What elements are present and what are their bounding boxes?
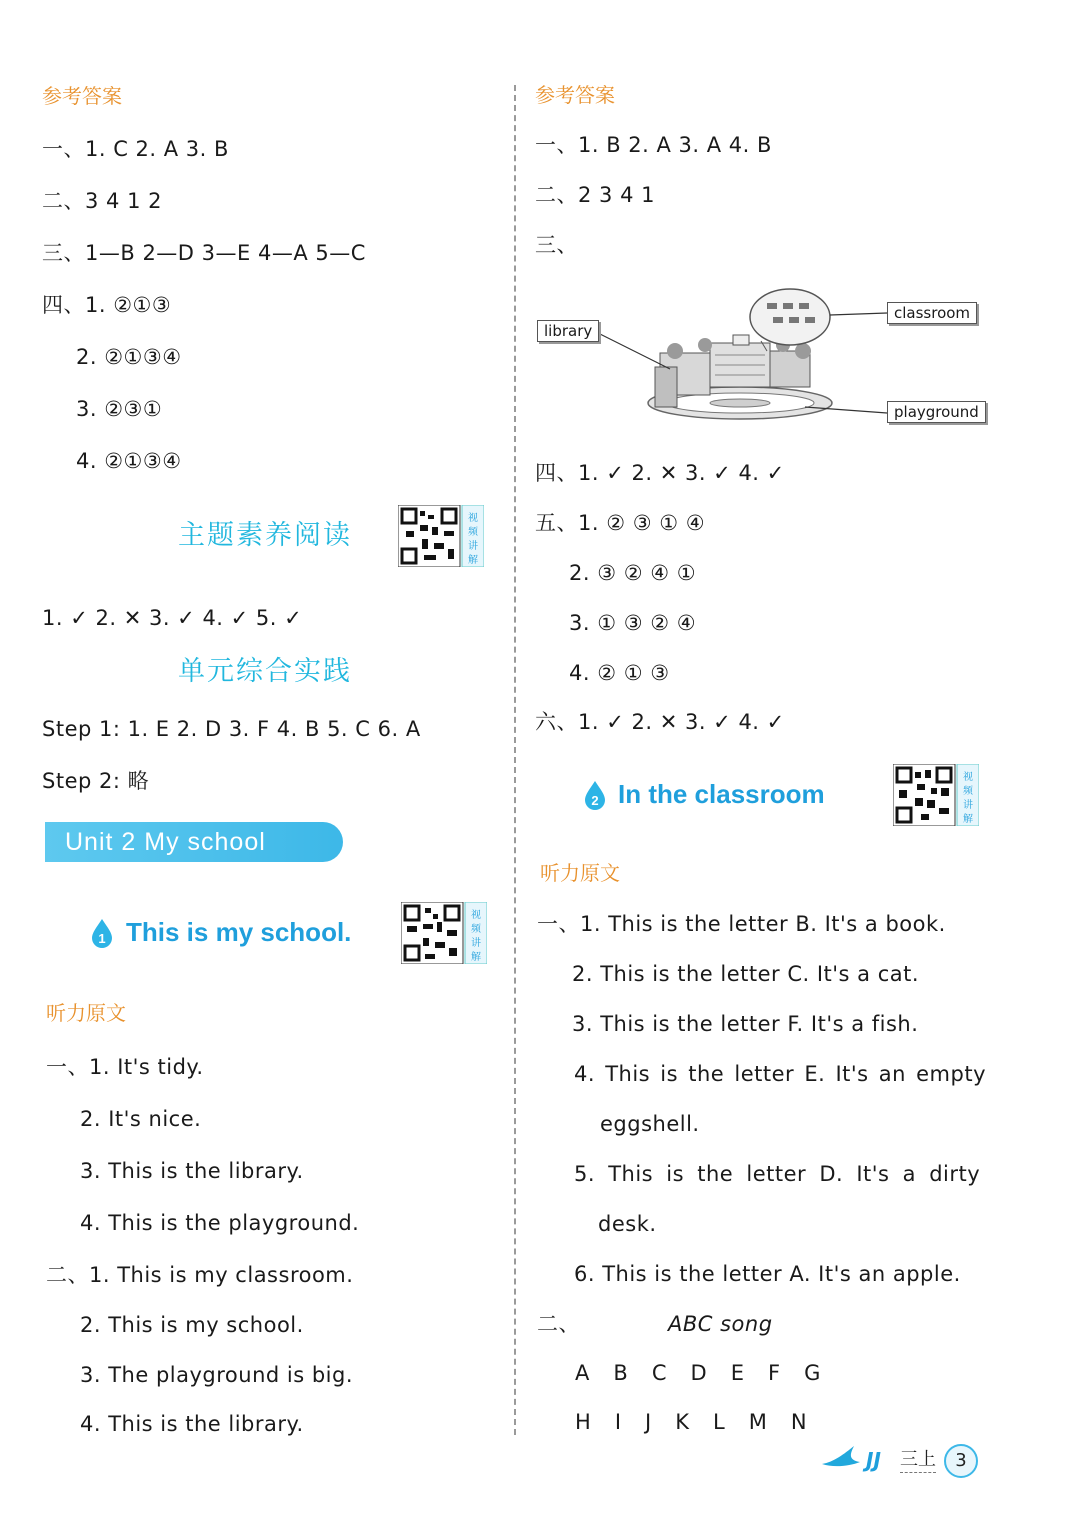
answer-line: 3. ① ③ ② ④ [569, 611, 697, 635]
answer-line: 六、1. ✓ 2. ✕ 3. ✓ 4. ✓ [535, 710, 785, 734]
footer-brand: JJ [866, 1448, 881, 1472]
svg-text:1: 1 [98, 931, 106, 946]
reading-heading: 主题素养阅读 [178, 520, 352, 551]
answer-line: 四、1. ✓ 2. ✕ 3. ✓ 4. ✓ [535, 461, 785, 485]
svg-text:视: 视 [471, 910, 481, 921]
listening-line: 2. This is my school. [80, 1313, 304, 1337]
listening-line: 4. This is the library. [80, 1412, 304, 1436]
svg-text:解: 解 [963, 814, 973, 825]
svg-text:讲: 讲 [963, 800, 973, 811]
listening-line: 4. This is the letter E. It's an empty [574, 1062, 986, 1086]
listening-line: 一、1. This is the letter B. It's a book. [537, 912, 946, 936]
answer-line: 2. ②①③④ [76, 345, 182, 369]
answer-line: 二、3 4 1 2 [42, 189, 162, 213]
listening-line: 6. This is the letter A. It's an apple. [574, 1262, 961, 1286]
answer-line: 一、1. C 2. A 3. B [42, 137, 229, 161]
song-prefix: 二、 [537, 1312, 580, 1336]
answer-line: 4. ② ① ③ [569, 661, 670, 685]
answer-line: 一、1. B 2. A 3. A 4. B [535, 133, 772, 157]
answer-line: 三、1—B 2—D 3—E 4—A 5—C [42, 241, 366, 265]
lesson-number-badge [583, 780, 607, 810]
svg-text:视: 视 [468, 513, 478, 524]
footer-grade: 三上 [900, 1448, 936, 1473]
answers-heading: 参考答案 [535, 83, 615, 107]
svg-text:讲: 讲 [468, 541, 478, 552]
listening-line: 3. This is the library. [80, 1159, 304, 1183]
answer-line: 五、1. ② ③ ① ④ [535, 511, 706, 535]
lesson-title: In the classroom [618, 779, 825, 809]
step1-answers: Step 1: 1. E 2. D 3. F 4. B 5. C 6. A [42, 717, 421, 741]
listening-line: 4. This is the playground. [80, 1211, 360, 1235]
bird-logo-icon [820, 1440, 870, 1470]
picture-label-playground: playground [887, 401, 986, 423]
page-number: 3 [944, 1444, 978, 1478]
svg-text:解: 解 [468, 555, 478, 566]
listening-heading: 听力原文 [540, 861, 620, 885]
lesson-number-badge [90, 918, 114, 948]
svg-text:解: 解 [471, 952, 481, 963]
answer-line: 4. ②①③④ [76, 449, 182, 473]
listening-line: 二、1. This is my classroom. [46, 1263, 354, 1287]
reading-answers: 1. ✓ 2. ✕ 3. ✓ 4. ✓ 5. ✓ [42, 606, 303, 630]
answer-line: 四、1. ②①③ [42, 293, 172, 317]
svg-text:频: 频 [963, 786, 973, 797]
qr-code-icon[interactable] [401, 902, 487, 964]
listening-line: 一、1. It's tidy. [46, 1055, 204, 1079]
unit-banner: Unit 2 My school [45, 822, 343, 862]
listening-line: 3. The playground is big. [80, 1363, 354, 1387]
listening-line: 3. This is the letter F. It's a fish. [572, 1012, 919, 1036]
listening-line: desk. [598, 1212, 657, 1236]
svg-text:讲: 讲 [471, 938, 481, 949]
svg-text:频: 频 [468, 527, 478, 538]
listening-line: 5. This is the letter D. It's a dirty [574, 1162, 981, 1186]
column-divider [514, 85, 516, 1435]
listening-line: eggshell. [600, 1112, 700, 1136]
svg-text:2: 2 [591, 793, 599, 808]
picture-label-library: library [537, 320, 599, 342]
song-title: ABC song [668, 1312, 773, 1336]
answer-line: 三、 [535, 233, 578, 257]
svg-text:频: 频 [471, 924, 481, 935]
answer-line: 3. ②③① [76, 397, 163, 421]
practice-heading: 单元综合实践 [178, 656, 352, 687]
answer-line: 二、2 3 4 1 [535, 183, 655, 207]
listening-line: 2. This is the letter C. It's a cat. [572, 962, 920, 986]
alphabet-row: H I J K L M N [575, 1410, 808, 1434]
qr-code-icon[interactable] [398, 505, 484, 567]
lesson-title: This is my school. [126, 917, 352, 947]
qr-code-icon[interactable] [893, 764, 979, 826]
listening-line: 2. It's nice. [80, 1107, 202, 1131]
svg-text:视: 视 [963, 772, 973, 783]
picture-label-classroom: classroom [887, 302, 977, 324]
answer-line: 2. ③ ② ④ ① [569, 561, 697, 585]
answers-heading: 参考答案 [42, 84, 122, 108]
listening-heading: 听力原文 [46, 1001, 126, 1025]
step2-answers: Step 2: 略 [42, 769, 150, 793]
alphabet-row: A B C D E F G [575, 1361, 822, 1385]
